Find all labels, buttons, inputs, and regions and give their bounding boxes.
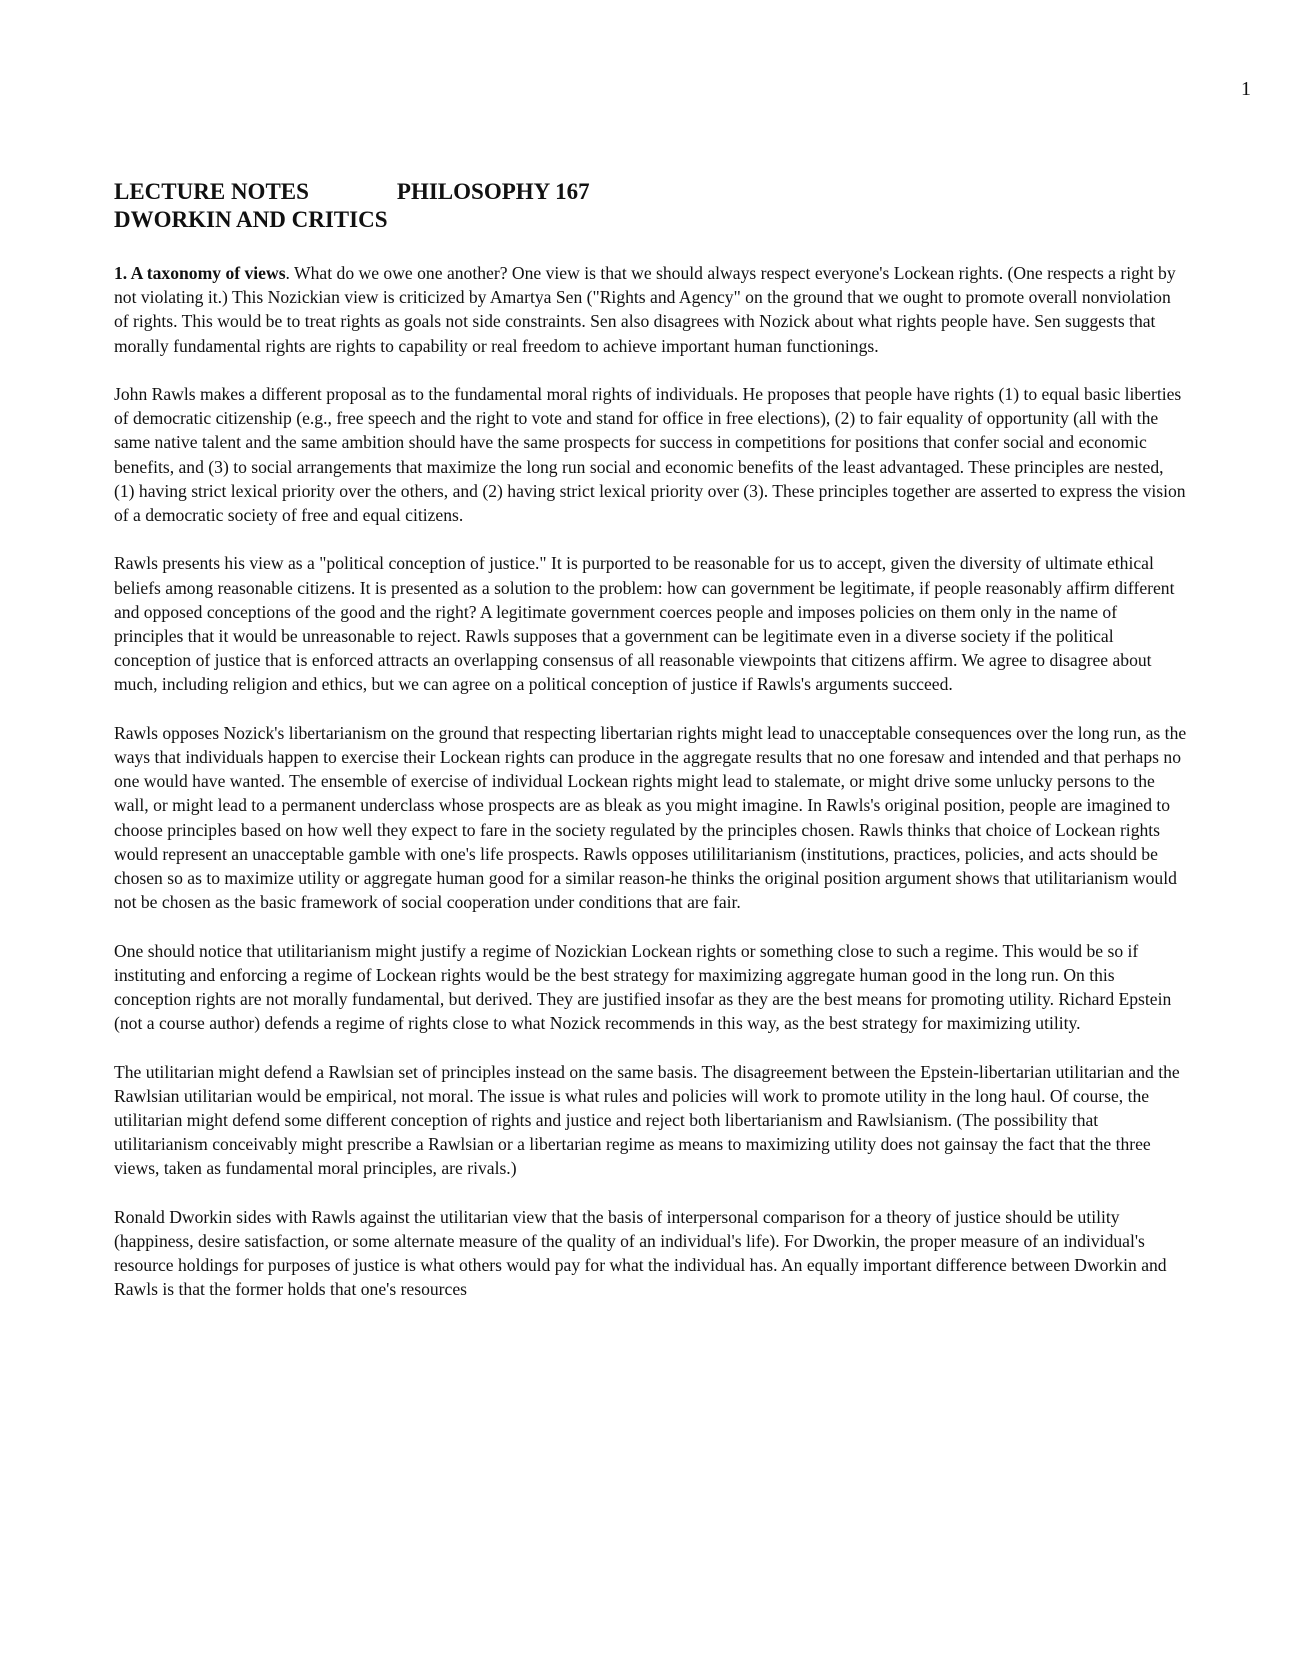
document-subtitle: DWORKIN AND CRITICS (114, 207, 388, 232)
header-label: LECTURE NOTES (114, 179, 309, 204)
paragraph-2: John Rawls makes a different proposal as to the fundamental moral rights of individuals. He proposes that people have rights (1) to equal basic liberties of democratic citizenship (e.g., free speech and the right to vote and stand for office in free elections), (2) to fair equality of opportunity (all with the same native talent and the same ambition should have the same prospects for success in competitions for positions that confer social and economic benefits, and (3) to social arrangements that maximize the long run social and economic benefits of the least advantaged. These principles are nested, (1) having strict lexical priority over the others, and (2) having strict lexical priority over (3). These principles together are asserted to express the vision of a democratic society of free and equal citizens. (114, 384, 1186, 526)
paragraph-6: The utilitarian might defend a Rawlsian set of principles instead on the same basis. The disagreement between the Epstein-libertarian utilitarian and the Rawlsian utilitarian would be empirical, not moral. The issue is what rules and policies will work to promote utility in the long haul. Of course, the utilitarian might defend some different conception of rights and justice and reject both libertarianism and Rawlsianism. (The possibility that utilitarianism conceivably might prescribe a Rawlsian or a libertarian regime as means to maximizing utility does not gainsay the fact that the three views, taken as fundamental moral principles, are rivals.) (114, 1061, 1180, 1179)
paragraph-5: One should notice that utilitarianism might justify a regime of Nozickian Lockean rights or something close to such a regime. This would be so if instituting and enforcing a regime of Lockean rights would be the best strategy for maximizing aggregate human good in the long run. On this conception rights are not morally fundamental, but derived. They are justified insofar as they are the best means for promoting utility. Richard Epstein (not a course author) defends a regime of rights close to what Nozick recommends in this way, as the best strategy for maximizing utility. (114, 940, 1172, 1034)
document-body (114, 261, 1188, 1326)
paragraph-1-text: . What do we owe one another? One view is that we should always respect everyone's Lockean rights. (One respects a right by not violating it.) This Nozickian view is criticized by Amartya Sen ("Rights and Agency" on the ground that we ought to promote overall nonviolation of rights. This would be to treat rights as goals not side constraints. Sen also disagrees with Nozick about what rights people have. Sen suggests that morally fundamental rights are rights to capability or real freedom to achieve important human functionings. (114, 263, 1176, 356)
paragraph-3: Rawls presents his view as a "political conception of justice." It is purported to be reasonable for us to accept, given the diversity of ultimate ethical beliefs among reasonable citizens. It is presented as a solution to the problem: how can government be legitimate, if people reasonably affirm different and opposed conceptions of the good and the right? A legitimate government coerces people and imposes policies on them only in the name of principles that it would be unreasonable to reject. Rawls supposes that a government can be legitimate even in a diverse society if the political conception of justice that is enforced attracts an overlapping consensus of all reasonable viewpoints that citizens affirm. We agree to disagree about much, including religion and ethics, but we can agree on a political conception of justice if Rawls's arguments succeed. (114, 553, 1175, 695)
paragraph-1 (114, 261, 1188, 358)
course-title: PHILOSOPHY 167 (396, 179, 590, 204)
page-number: 1 (1241, 78, 1251, 100)
header-title-line (114, 178, 1194, 206)
document-header (114, 178, 1194, 234)
section-heading: 1. A taxonomy of views (114, 263, 286, 283)
paragraph-7: Ronald Dworkin sides with Rawls against the utilitarian view that the basis of interpersonal comparison for a theory of justice should be utility (happiness, desire satisfaction, or some alternate measure of the quality of an individual's life). For Dworkin, the proper measure of an individual's resource holdings for purposes of justice is what others would pay for what the individual has. An equally important difference between Dworkin and Rawls is that the former holds that one's resources (114, 1206, 1167, 1300)
paragraph-4: Rawls opposes Nozick's libertarianism on the ground that respecting libertarian rights might lead to unacceptable consequences over the long run, as the ways that individuals happen to exercise their Lockean rights can produce in the aggregate results that no one foresaw and intended and that perhaps no one would have wanted. The ensemble of exercise of individual Lockean rights might lead to stalemate, or might drive some unlucky persons to the wall, or might lead to a permanent underclass whose prospects are as bleak as you might imagine. In Rawls's original position, people are imagined to choose principles based on how well they expect to fare in the society regulated by the principles chosen. Rawls thinks that choice of Lockean rights would represent an unacceptable gamble with one's life prospects. Rawls opposes utililitarianism (institutions, practices, policies, and acts should be chosen so as to maximize utility or aggregate human good for a similar reason-he thinks the original position argument shows that utilitarianism would not be chosen as the basic framework of social cooperation under conditions that are fair. (114, 722, 1187, 913)
